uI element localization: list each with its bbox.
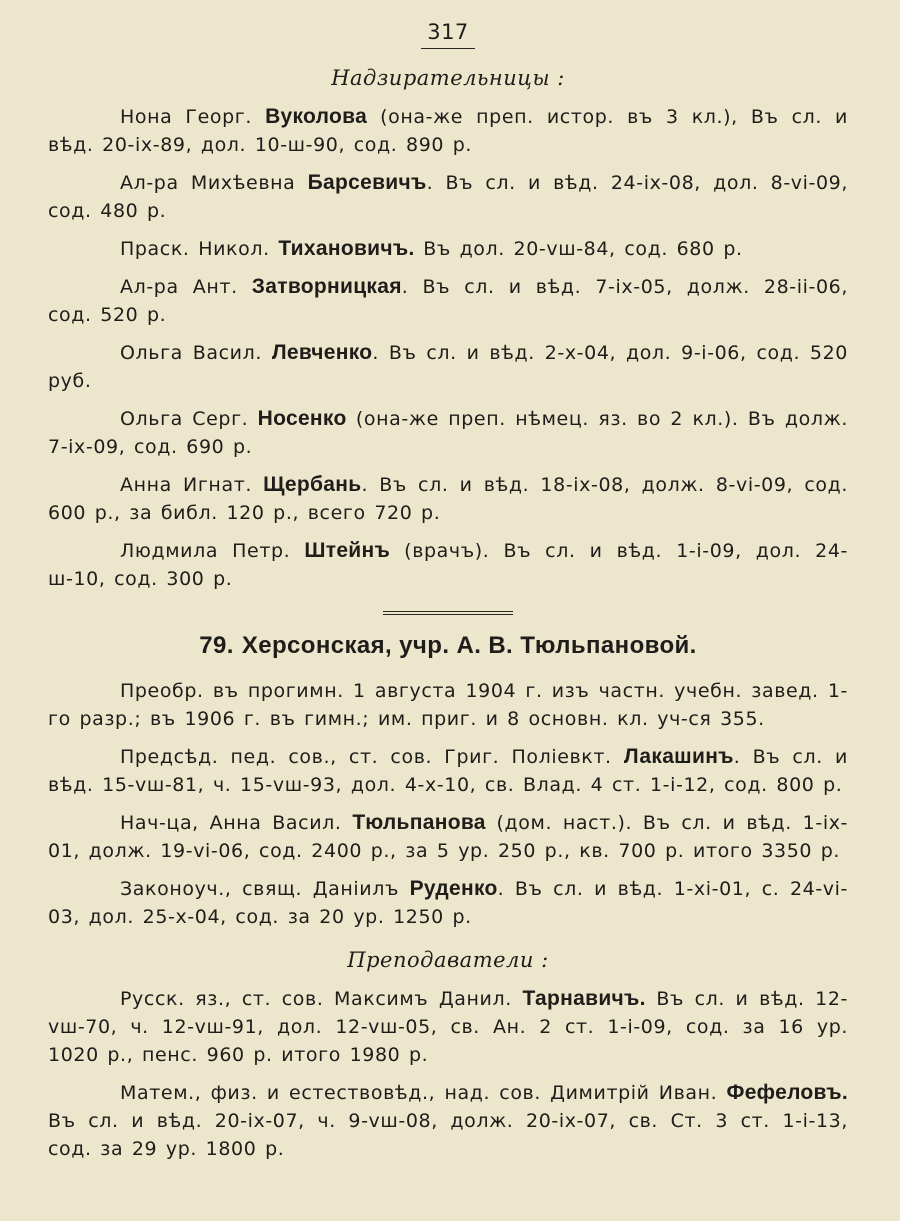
entry: Нач-ца, Анна Васил. Тюльпанова (дом. наст.). Въ сл. и вѣд. 1-ix-01, долж. 19-vi-06, сод. 2400 р., за 5 ур. 250 р., кв. 700 р. итого 3350 р. bbox=[48, 811, 848, 862]
surname: Щербань bbox=[263, 473, 362, 496]
entry: Ал-ра Ант. Затворницкая. Въ сл. и вѣд. 7-ix-05, долж. 28-ii-06, сод. 520 р. bbox=[48, 275, 848, 326]
surname: Тарнавичъ. bbox=[522, 987, 646, 1010]
school-intro: Преобр. въ прогимн. 1 августа 1904 г. изъ частн. учебн. завед. 1-го разр.; въ 1906 г. въ гимн.; им. приг. и 8 основн. кл. уч-ся 355. bbox=[48, 680, 848, 730]
surname: Тюльпанова bbox=[352, 811, 486, 834]
surname: Лакашинъ bbox=[623, 745, 734, 768]
surname: Левченко bbox=[271, 341, 373, 364]
entry: Предсѣд. пед. сов., ст. сов. Григ. Поліевкт. Лакашинъ. Въ сл. и вѣд. 15-vш-81, ч. 15-vш-93, дол. 4-x-10, св. Влад. 4 ст. 1-i-12, сод. 800 р. bbox=[48, 745, 848, 796]
surname: Руденко bbox=[409, 877, 498, 900]
entry: Законоуч., свящ. Даніилъ Руденко. Въ сл. и вѣд. 1-xi-01, с. 24-vi-03, дол. 25-x-04, сод. за 20 ур. 1250 р. bbox=[48, 877, 848, 928]
entries-list-prepodavateli bbox=[48, 985, 848, 1163]
entry: Нона Георг. Вуколова (она-же преп. истор. въ 3 кл.), Въ сл. и вѣд. 20-ix-89, дол. 10-ш-90, сод. 890 р. bbox=[48, 105, 848, 156]
surname: Вуколова bbox=[265, 105, 368, 128]
document-page bbox=[48, 18, 848, 1173]
section-heading-nadziratelnitsy: Надзирательницы : bbox=[331, 66, 565, 90]
entry: Людмила Петр. Штейнъ (врачъ). Въ сл. и вѣд. 1-i-09, дол. 24-ш-10, сод. 300 р. bbox=[48, 539, 848, 590]
entry: Ал-ра Михѣевна Барсевичъ. Въ сл. и вѣд. 24-ix-08, дол. 8-vi-09, сод. 480 р. bbox=[48, 171, 849, 222]
entries-list-nadziratelnitsy bbox=[48, 103, 848, 593]
surname: Тихановичъ. bbox=[278, 237, 415, 260]
entry: Матем., физ. и естествовѣд., над. сов. Димитрій Иван. Фефеловъ. Въ сл. и вѣд. 20-ix-07, ч. 9-vш-08, долж. 20-ix-07, св. Ст. 3 ст. 1-i-13, сод. за 29 ур. 1800 р. bbox=[48, 1081, 848, 1160]
page-number: 317 bbox=[48, 18, 848, 49]
surname: Фефеловъ. bbox=[726, 1081, 848, 1104]
school-title: Херсонская, учр. А. В. Тюльпановой. bbox=[241, 632, 697, 659]
school-heading bbox=[48, 631, 848, 661]
entry: Ольга Васил. Левченко. Въ сл. и вѣд. 2-x-04, дол. 9-i-06, сод. 520 руб. bbox=[48, 341, 848, 392]
section-heading-prepodavateli: Преподаватели : bbox=[347, 948, 549, 972]
school-number: 79. bbox=[199, 632, 234, 659]
surname: Штейнъ bbox=[304, 539, 391, 562]
section-divider bbox=[383, 611, 513, 615]
entry: Русск. яз., ст. сов. Максимъ Данил. Тарнавичъ. Въ сл. и вѣд. 12-vш-70, ч. 12-vш-91, дол. 12-vш-05, св. Ан. 2 ст. 1-i-09, сод. за 16 ур. 1020 р., пенс. 960 р. итого 1980 р. bbox=[48, 987, 848, 1066]
surname: Носенко bbox=[257, 407, 347, 430]
surname: Затворницкая bbox=[251, 275, 402, 298]
entry: Ольга Серг. Носенко (она-же преп. нѣмец. яз. во 2 кл.). Въ долж. 7-ix-09, сод. 690 р. bbox=[48, 407, 848, 458]
entry: Анна Игнат. Щербань. Въ сл. и вѣд. 18-ix-08, долж. 8-vi-09, сод. 600 р., за библ. 120 р., всего 720 р. bbox=[48, 473, 848, 524]
surname: Барсевичъ bbox=[307, 171, 427, 194]
entry: Праск. Никол. Тихановичъ. Въ дол. 20-vш-84, сод. 680 р. bbox=[120, 237, 743, 260]
entries-list-administration bbox=[48, 743, 848, 931]
